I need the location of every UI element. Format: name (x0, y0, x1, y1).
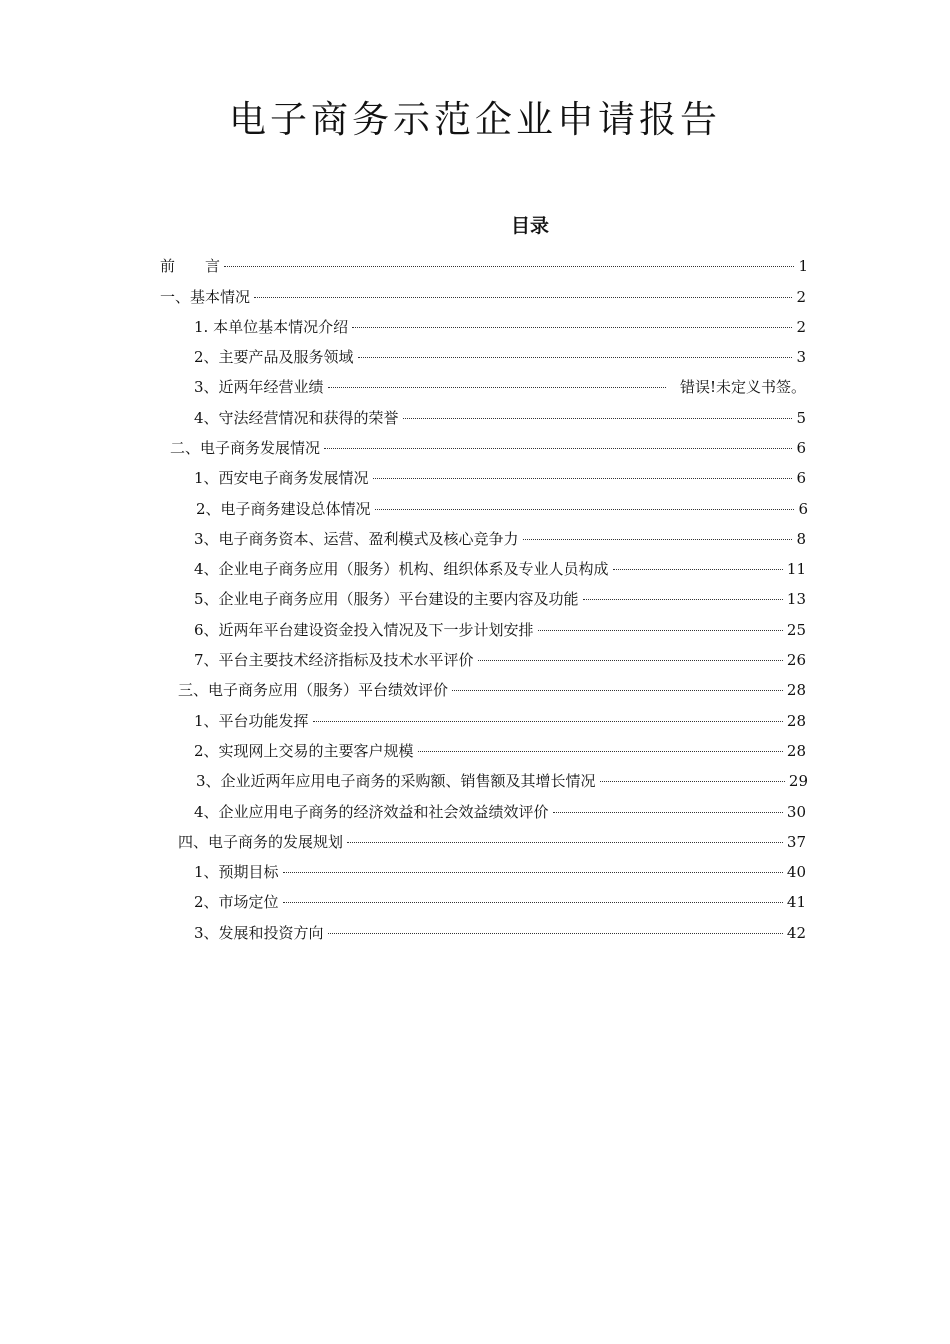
toc-entry-page: 2 (796, 318, 806, 336)
toc-entry-page: 28 (786, 742, 806, 760)
toc-entry-label: 一、基本情况 (160, 288, 251, 306)
toc-entry-label: 四、电子商务的发展规划 (178, 833, 344, 851)
toc-leader (583, 599, 783, 600)
toc-entry-label: 4、企业应用电子商务的经济效益和社会效益绩效评价 (194, 803, 549, 821)
toc-entry-page: 8 (796, 530, 806, 548)
toc-entry-label: 三、电子商务应用（服务）平台绩效评价 (178, 681, 449, 699)
toc-leader (373, 478, 793, 479)
toc-entry-page: 28 (786, 712, 806, 730)
toc-entry-page: 13 (786, 590, 806, 608)
toc-entry-page: 26 (786, 651, 806, 669)
toc-entry-page: 2 (796, 288, 806, 306)
toc-entry-label: 2、市场定位 (194, 893, 279, 911)
toc-entry-page: 37 (786, 833, 806, 851)
toc-leader (358, 357, 793, 358)
toc-leader (313, 721, 783, 722)
toc-entry-label: 1. 本单位基本情况介绍 (194, 318, 349, 336)
toc-entry-label: 3、近两年经营业绩 (194, 378, 324, 396)
toc-entry[interactable] (194, 528, 806, 550)
toc-entry-label: 1、平台功能发挥 (194, 712, 309, 730)
toc-entry-label: 4、守法经营情况和获得的荣誉 (194, 409, 399, 427)
toc-entry[interactable] (194, 891, 806, 913)
toc-entry-label: 3、企业近两年应用电子商务的采购额、销售额及其增长情况 (196, 772, 596, 790)
toc-leader (523, 539, 793, 540)
toc-entry[interactable] (178, 679, 806, 701)
toc-entry-label: 3、发展和投资方向 (194, 924, 324, 942)
toc-entry[interactable] (170, 437, 806, 459)
document-title: 电子商务示范企业申请报告 (229, 98, 721, 141)
toc-entry-page: 41 (786, 893, 806, 911)
toc-entry-page: 42 (786, 924, 806, 942)
toc-leader (224, 266, 794, 267)
toc-entry[interactable] (160, 255, 808, 277)
toc-leader (538, 630, 783, 631)
toc-entry[interactable] (194, 922, 806, 944)
toc-entry-page: 1 (798, 257, 808, 275)
toc-entry-page: 6 (796, 469, 806, 487)
toc-entry-label: 6、近两年平台建设资金投入情况及下一步计划安排 (194, 621, 534, 639)
toc-entry-label: 1、预期目标 (194, 863, 279, 881)
toc-entry-page: 3 (796, 348, 806, 366)
toc-entry-page: 40 (786, 863, 806, 881)
toc-entry[interactable] (194, 558, 806, 580)
toc-entry-label: 二、电子商务发展情况 (170, 439, 321, 457)
toc-leader (347, 842, 783, 843)
toc-leader (254, 297, 792, 298)
toc-entry-page: 11 (786, 560, 806, 578)
toc-entry-page: 5 (796, 409, 806, 427)
toc-entry-label: 5、企业电子商务应用（服务）平台建设的主要内容及功能 (194, 590, 579, 608)
toc-entry[interactable] (194, 619, 806, 641)
toc-entry[interactable] (194, 376, 806, 398)
toc-entry-label: 前 言 (160, 257, 221, 275)
toc-entry-label: 3、电子商务资本、运营、盈利模式及核心竞争力 (194, 530, 519, 548)
toc-leader (328, 387, 666, 388)
toc-leader (478, 660, 783, 661)
toc-leader (352, 327, 792, 328)
toc-leader (403, 418, 793, 419)
toc-entry[interactable] (194, 801, 806, 823)
toc-entry[interactable] (196, 498, 808, 520)
toc-leader (283, 902, 783, 903)
toc-entry[interactable] (194, 316, 806, 338)
toc-leader (553, 812, 783, 813)
toc-entry-page: 错误!未定义书签。 (679, 378, 806, 396)
toc-heading: 目录 (510, 215, 549, 237)
toc-entry-page: 28 (786, 681, 806, 699)
toc-leader (418, 751, 783, 752)
toc-entry[interactable] (160, 286, 806, 308)
toc-leader (324, 448, 792, 449)
toc-entry[interactable] (178, 831, 806, 853)
toc-entry[interactable] (194, 346, 806, 368)
toc-entry[interactable] (194, 710, 806, 732)
toc-entry[interactable] (194, 649, 806, 671)
toc-entry-label: 7、平台主要技术经济指标及技术水平评价 (194, 651, 474, 669)
toc-leader (375, 509, 795, 510)
toc-entry-label: 2、主要产品及服务领域 (194, 348, 354, 366)
toc-entry[interactable] (196, 770, 808, 792)
toc-entry[interactable] (194, 588, 806, 610)
toc-leader (328, 933, 783, 934)
toc-entry-page: 6 (798, 500, 808, 518)
toc-entry-label: 4、企业电子商务应用（服务）机构、组织体系及专业人员构成 (194, 560, 609, 578)
toc-entry-label: 2、实现网上交易的主要客户规模 (194, 742, 414, 760)
toc-entry-label: 1、西安电子商务发展情况 (194, 469, 369, 487)
toc-entry-page: 25 (786, 621, 806, 639)
toc-leader (600, 781, 785, 782)
toc-leader (452, 690, 783, 691)
toc-entry-label: 2、电子商务建设总体情况 (196, 500, 371, 518)
toc-entry[interactable] (194, 861, 806, 883)
toc-entry-page: 30 (786, 803, 806, 821)
toc-entry-page: 29 (788, 772, 808, 790)
toc-leader (283, 872, 783, 873)
toc-entry[interactable] (194, 467, 806, 489)
toc-entry[interactable] (194, 407, 806, 429)
toc-entry[interactable] (194, 740, 806, 762)
toc-leader (613, 569, 783, 570)
toc-entry-page: 6 (796, 439, 806, 457)
